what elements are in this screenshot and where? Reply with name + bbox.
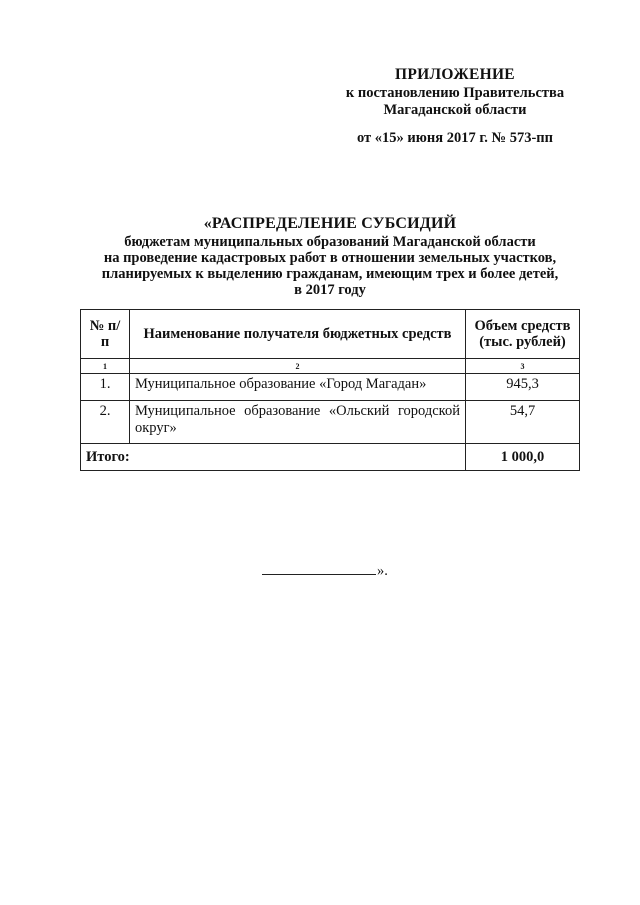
heading-line-3: планируемых к выделению гражданам, имеющим трех и более детей,: [101, 266, 559, 282]
header-name: Наименование получателя бюджетных средств: [130, 310, 466, 359]
document-heading: [80, 216, 580, 298]
row-amount: 945,3: [466, 374, 580, 401]
row-name: Муниципальное образование «Ольский городской округ»: [130, 401, 466, 444]
header-num: № п/п: [81, 310, 130, 359]
subsidy-table: [80, 309, 580, 471]
total-label: Итого:: [81, 444, 466, 471]
appendix-line-2: Магаданской области: [383, 102, 527, 118]
heading-line-1: бюджетам муниципальных образований Магаданской области: [124, 234, 536, 250]
heading-title: «РАСПРЕДЕЛЕНИЕ СУБСИДИЙ: [203, 215, 457, 232]
index-row: [81, 359, 580, 374]
appendix-date: от «15» июня 2017 г. № 573-пп: [357, 130, 553, 146]
row-num: 2.: [81, 401, 130, 444]
table-header-row: [81, 310, 580, 359]
appendix-block: [330, 66, 580, 147]
total-row: [81, 444, 580, 471]
row-name: Муниципальное образование «Город Магадан»: [130, 374, 466, 401]
signature-line: [262, 562, 376, 575]
index-cell-2: 2: [130, 359, 466, 374]
row-num: 1.: [81, 374, 130, 401]
index-cell-1: 1: [81, 359, 130, 374]
header-amount: Объем средств (тыс. рублей): [466, 310, 580, 359]
appendix-line-1: к постановлению Правительства: [345, 85, 565, 101]
table-row: [81, 401, 580, 444]
table-row: [81, 374, 580, 401]
heading-line-4: в 2017 году: [294, 282, 366, 298]
index-cell-3: 3: [466, 359, 580, 374]
total-amount: 1 000,0: [466, 444, 580, 471]
row-amount: 54,7: [466, 401, 580, 444]
closing-quote: ».: [377, 563, 388, 579]
appendix-title: ПРИЛОЖЕНИЕ: [395, 66, 515, 83]
closing-mark: [262, 562, 388, 580]
heading-line-2: на проведение кадастровых работ в отношении земельных участков,: [103, 250, 557, 266]
